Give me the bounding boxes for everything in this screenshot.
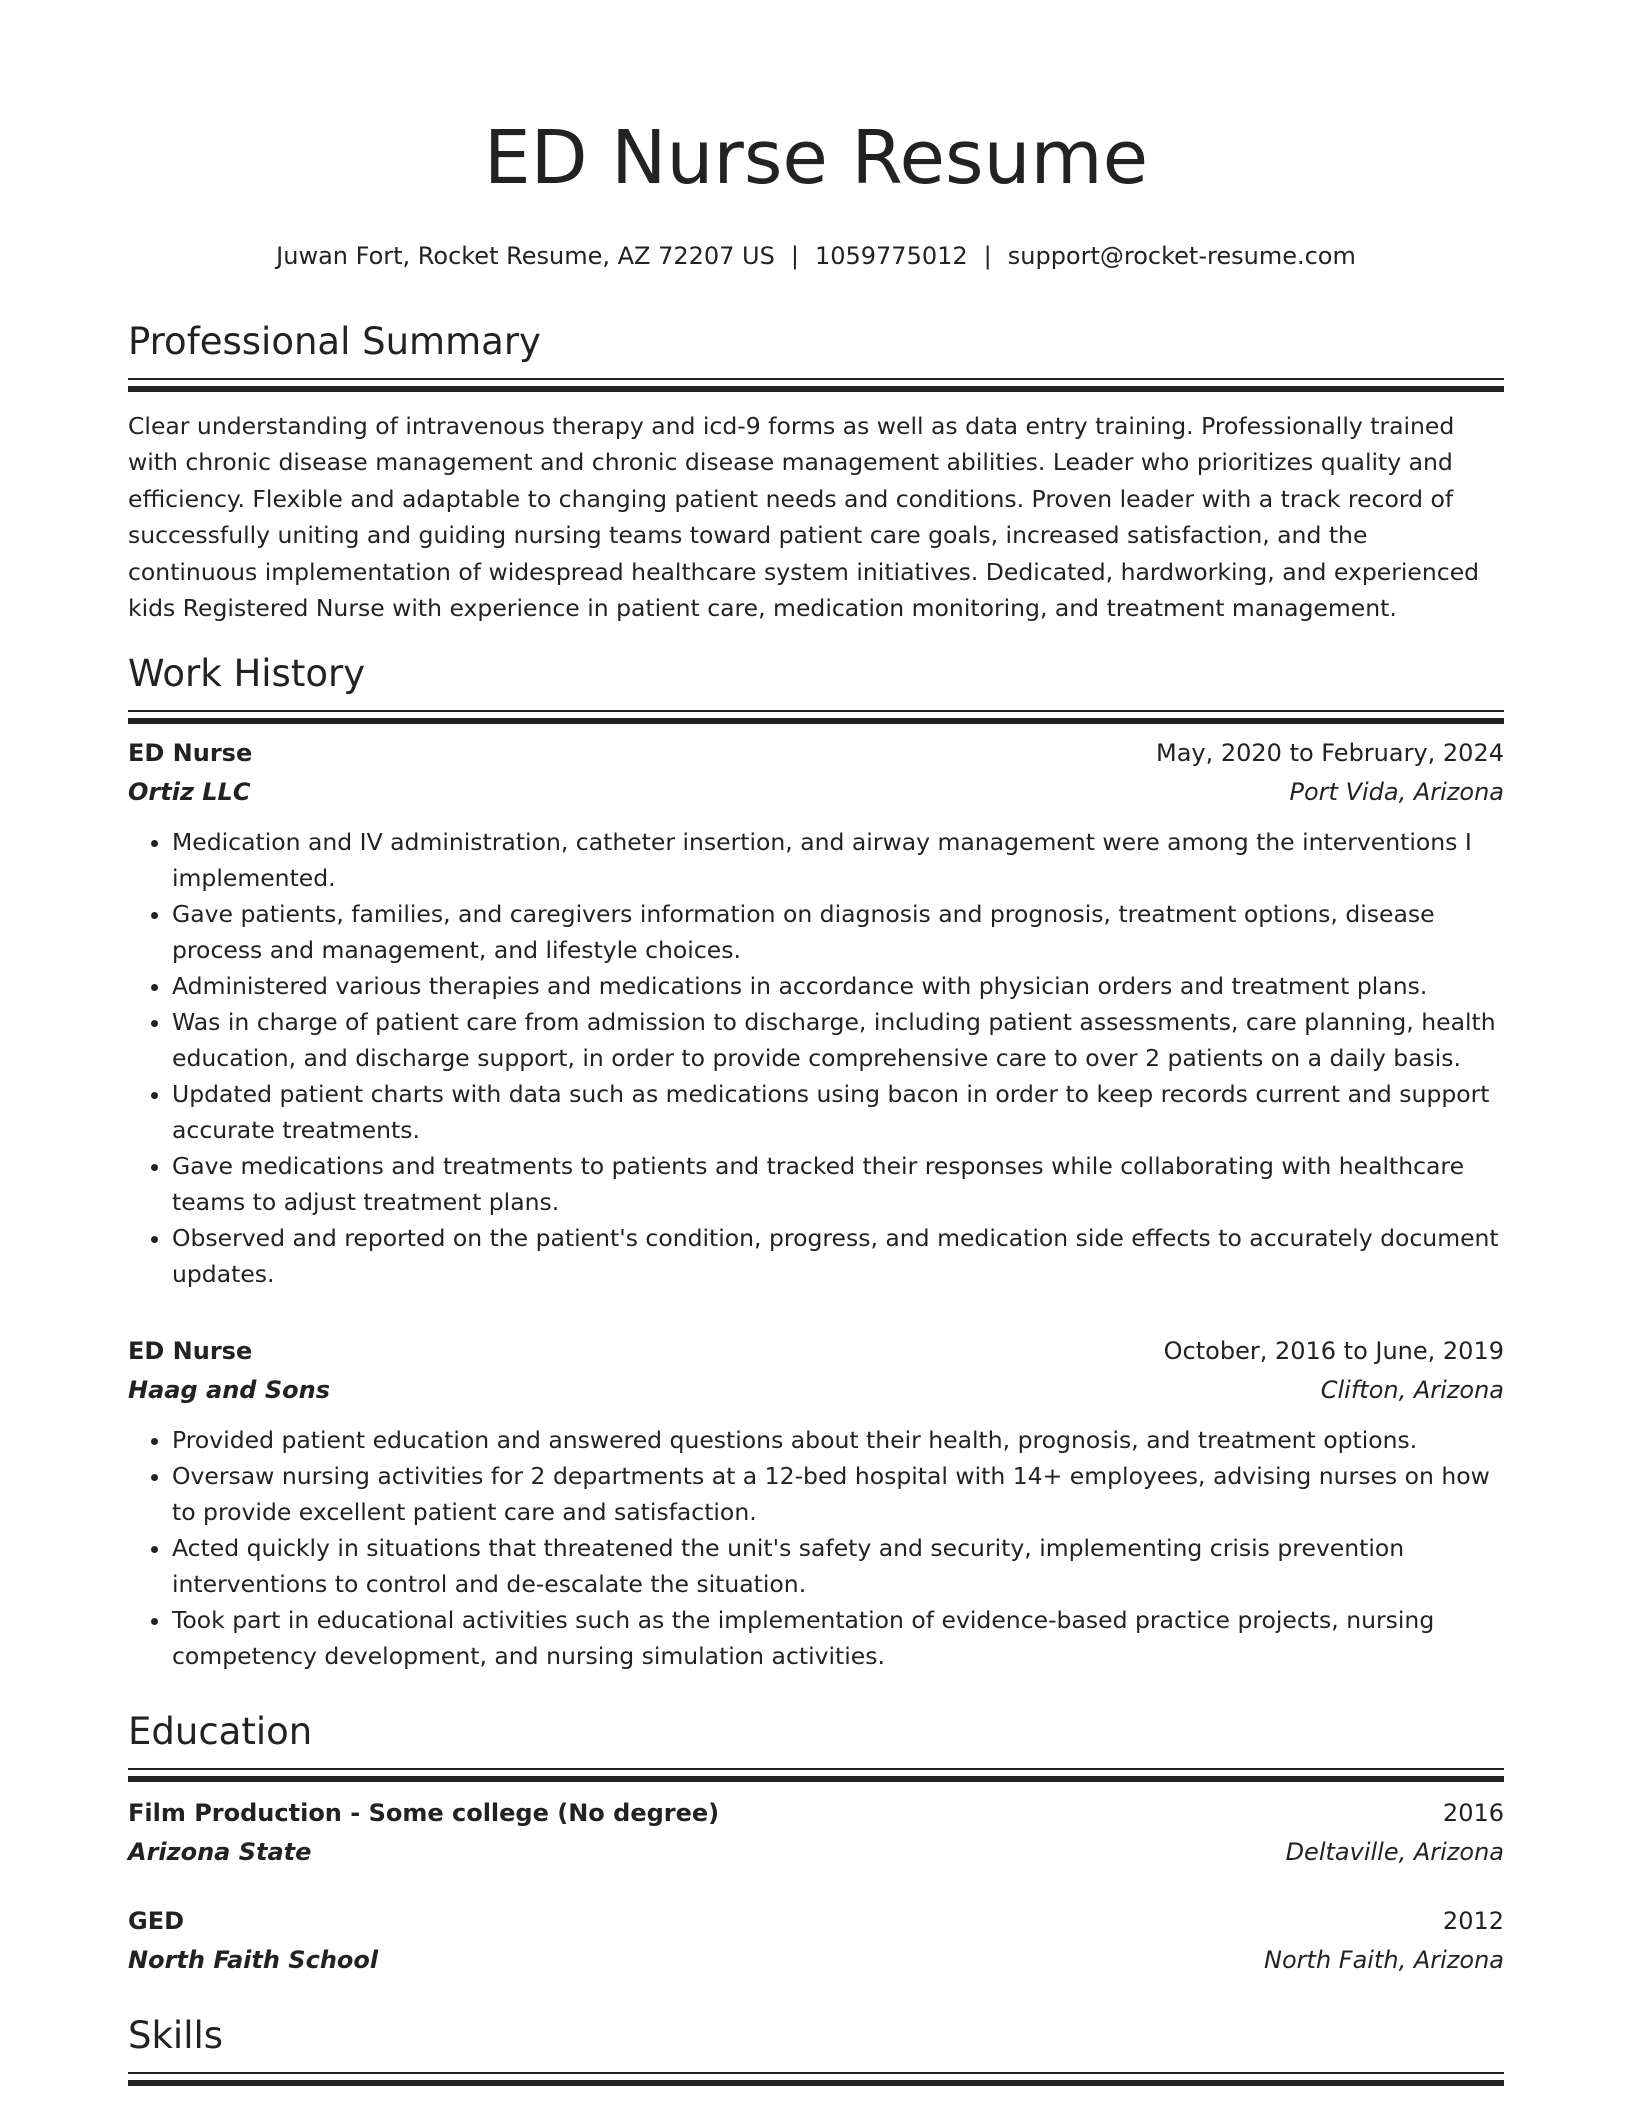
summary-heading: Professional Summary [128,320,541,363]
education-school-row [128,1940,1504,1980]
job-title: ED Nurse [128,1337,253,1365]
list-item: • Was in charge of patient care from admission to discharge, including patient assessments, care planning, health education, and discharge support, in order to provide comprehensive care to over 2 patients on a daily basis. [172,1004,1504,1076]
job-bullets [128,824,1504,1292]
education-header-row [128,1794,1504,1832]
job-company: Ortiz LLC [128,778,251,806]
list-item: • Acted quickly in situations that threatened the unit's safety and security, implementing crisis prevention interventions to control and de-escalate the situation. [172,1530,1504,1602]
contact-phone: 1059775012 [814,242,968,270]
job-header-row [128,1332,1504,1370]
education-school-row [128,1832,1504,1872]
section-divider-thick [128,386,1504,392]
job-company-row [128,772,1504,812]
education-degree: GED [128,1907,185,1935]
job-dates: May, 2020 to February, 2024 [1156,739,1504,767]
education-header-row [128,1902,1504,1940]
job-dates: October, 2016 to June, 2019 [1163,1337,1504,1365]
list-item: • Administered various therapies and medications in accordance with physician orders and treatment plans. [172,968,1504,1004]
contact-separator: | [790,242,799,270]
job-location: Port Vida, Arizona [1289,778,1504,806]
education-heading: Education [128,1710,313,1753]
skills-heading: Skills [128,2014,224,2057]
job-company-row [128,1370,1504,1410]
list-item: • Provided patient education and answered questions about their health, prognosis, and treatment options. [172,1422,1504,1458]
list-item: • Medication and IV administration, catheter insertion, and airway management were among the interventions I implemented. [172,824,1504,896]
section-divider [128,378,1504,380]
skills-section [128,2012,1504,2086]
education-school: North Faith School [128,1946,379,1974]
section-divider-thick [128,718,1504,724]
job-location: Clifton, Arizona [1320,1376,1504,1404]
education-entry [128,1794,1504,1872]
job-entry [128,734,1504,1292]
contact-line [128,238,1504,274]
education-entry [128,1902,1504,1980]
job-header-row [128,734,1504,772]
resume-title: ED Nurse Resume [483,115,1149,201]
list-item: • Updated patient charts with data such as medications using bacon in order to keep records current and support accurate treatments. [172,1076,1504,1148]
education-location: North Faith, Arizona [1264,1946,1504,1974]
section-divider-thick [128,1776,1504,1782]
work-heading: Work History [128,652,366,695]
list-item: • Gave medications and treatments to patients and tracked their responses while collaborating with healthcare teams to adjust treatment plans. [172,1148,1504,1220]
summary-section [128,318,1504,626]
contact-email: support@rocket-resume.com [1007,242,1356,270]
contact-separator: | [983,242,992,270]
section-divider [128,710,1504,712]
education-school: Arizona State [128,1838,312,1866]
list-item: • Took part in educational activities such as the implementation of evidence-based practice projects, nursing competency development, and nursing simulation activities. [172,1602,1504,1674]
job-entry [128,1332,1504,1674]
work-section [128,650,1504,1674]
section-divider [128,1768,1504,1770]
education-year: 2016 [1442,1799,1504,1827]
summary-text: Clear understanding of intravenous therapy and icd-9 forms as well as data entry training. Professionally trained with chronic disease management and chronic disease management abilities. Leader who prioritizes quality and efficiency. Flexible and adaptable to changing patient needs and conditions. Proven leader with a track record of successfully uniting and guiding nursing teams toward patient care goals, increased satisfaction, and the continuous implementation of widespread healthcare system initiatives. Dedicated, hardworking, and experienced kids Registered Nurse with experience in patient care, medication monitoring, and treatment management. [128,412,1480,623]
section-divider [128,2072,1504,2074]
job-bullets [128,1422,1504,1674]
education-location: Deltaville, Arizona [1285,1838,1504,1866]
education-degree: Film Production - Some college (No degree) [128,1799,720,1827]
contact-address: Juwan Fort, Rocket Resume, AZ 72207 US [276,242,775,270]
section-divider-thick [128,2080,1504,2086]
list-item: • Observed and reported on the patient's condition, progress, and medication side effects to accurately document updates. [172,1220,1504,1292]
list-item: • Gave patients, families, and caregivers information on diagnosis and prognosis, treatment options, disease process and management, and lifestyle choices. [172,896,1504,968]
education-year: 2012 [1442,1907,1504,1935]
job-title: ED Nurse [128,739,253,767]
list-item: • Oversaw nursing activities for 2 departments at a 12-bed hospital with 14+ employees, advising nurses on how to provide excellent patient care and satisfaction. [172,1458,1504,1530]
education-section [128,1708,1504,1980]
job-company: Haag and Sons [128,1376,330,1404]
